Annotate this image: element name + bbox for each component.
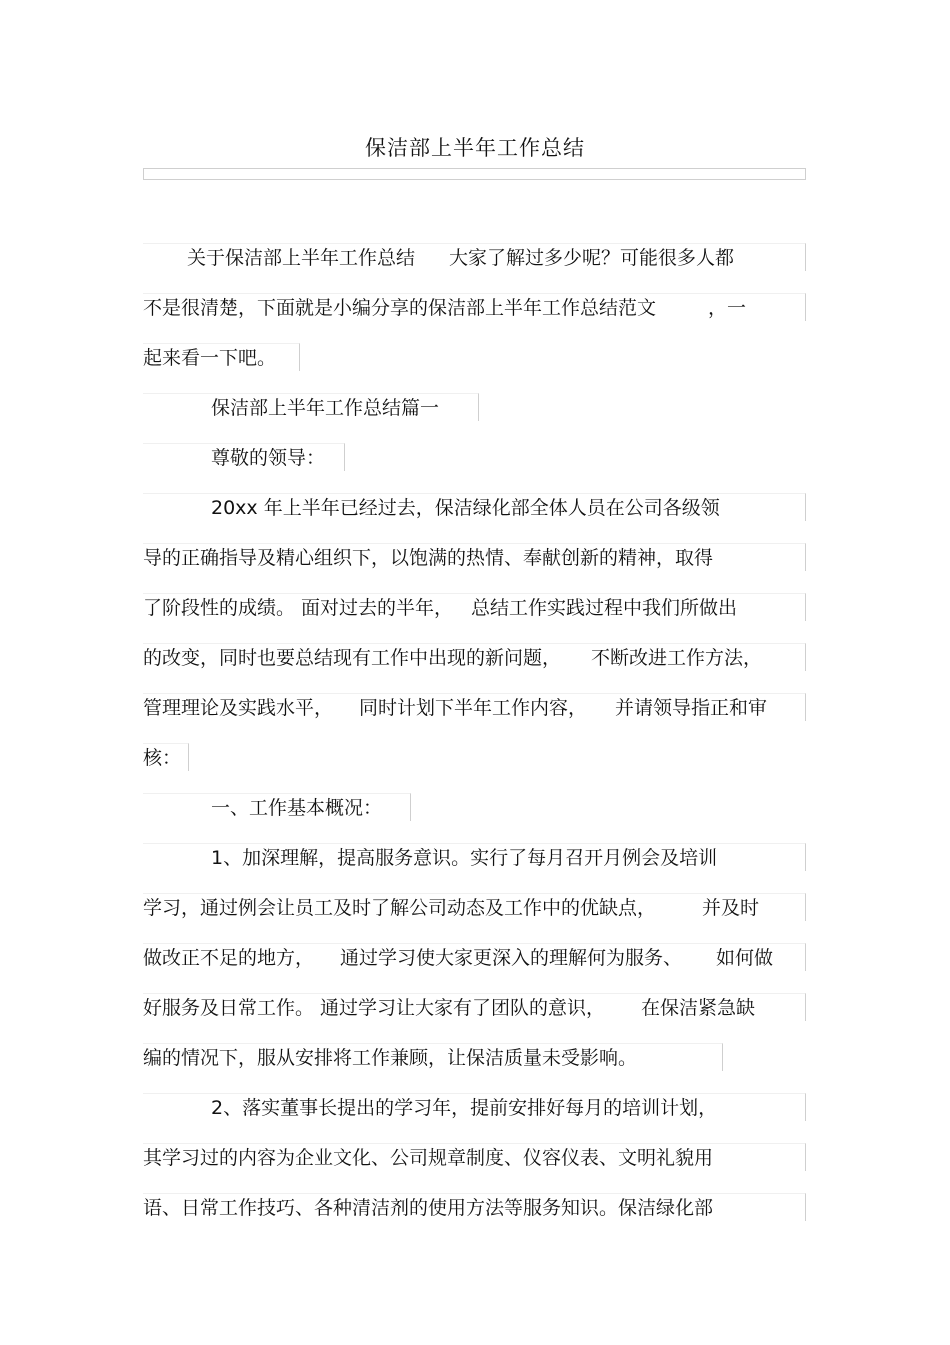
text-segment: 起来看一下吧。 [143,347,277,369]
text-segment: 不是很清楚，下面就是小编分享的保洁部上半年工作总结范文 [143,297,657,319]
text-line [143,543,806,571]
text-line [143,443,345,471]
text-line [143,293,806,321]
text-segment: 并及时 [702,897,760,919]
text-segment: 在保洁紧急缺 [641,997,756,1019]
text-segment: 编的情况下，服从安排将工作兼顾，让保洁质量未受影响。 [143,1047,638,1069]
text-line [143,243,806,271]
text-segment: 20xx 年上半年已经过去，保洁绿化部全体人员在公司各级领 [211,497,720,519]
text-segment: 的改变，同时也要总结现有工作中出现的新问题， [143,647,562,669]
text-line [143,1093,806,1121]
text-line [143,743,189,771]
text-line [143,643,806,671]
text-segment: 核： [143,747,182,769]
text-segment: 1、加深理解，提高服务意识。实行了每月召开月例会及培训 [211,847,718,869]
text-line [143,843,806,871]
document-title: 保洁部上半年工作总结 [365,136,585,160]
text-segment: 尊敬的领导： [211,447,326,469]
text-segment: ，一 [708,297,747,319]
text-segment: 关于保洁部上半年工作总结 [187,247,416,269]
text-segment: 管理理论及实践水平， [143,697,334,719]
text-line [143,1143,806,1171]
text-line [143,943,806,971]
text-line [143,993,806,1021]
text-segment: 好服务及日常工作。 通过学习让大家有了团队的意识， [143,997,606,1019]
text-segment: 总结工作实践过程中我们所做出 [471,597,738,619]
text-segment: 了阶段性的成绩。 面对过去的半年， [143,597,454,619]
text-line [143,593,806,621]
text-segment: 做改正不足的地方， [143,947,315,969]
text-segment: 保洁部上半年工作总结篇一 [211,397,440,419]
text-segment: 其学习过的内容为企业文化、公司规章制度、仪容仪表、文明礼貌用 [143,1147,714,1169]
text-line [143,793,411,821]
text-line [143,393,479,421]
text-segment: 并请领导指正和审 [615,697,768,719]
text-segment: 一、工作基本概况： [211,797,383,819]
text-segment: 2、落实董事长提出的学习年，提前安排好每月的培训计划， [211,1097,718,1119]
text-line [143,493,806,521]
text-segment: 语、日常工作技巧、各种清洁剂的使用方法等服务知识。保洁绿化部 [143,1197,714,1219]
text-line [143,1043,723,1071]
text-segment: 导的正确指导及精心组织下，以饱满的热情、奉献创新的精神，取得 [143,547,714,569]
title-divider [143,168,806,180]
text-segment: 通过学习使大家更深入的理解何为服务、 [340,947,683,969]
text-segment: 不断改进工作方法， [591,647,763,669]
text-segment: 如何做 [716,947,774,969]
text-segment: 学习，通过例会让员工及时了解公司动态及工作中的优缺点， [143,897,657,919]
text-segment: 大家了解过多少呢？可能很多人都 [449,247,735,269]
text-segment: 同时计划下半年工作内容， [359,697,588,719]
text-line [143,693,806,721]
text-line [143,893,806,921]
text-line [143,343,300,371]
text-line [143,1193,806,1221]
